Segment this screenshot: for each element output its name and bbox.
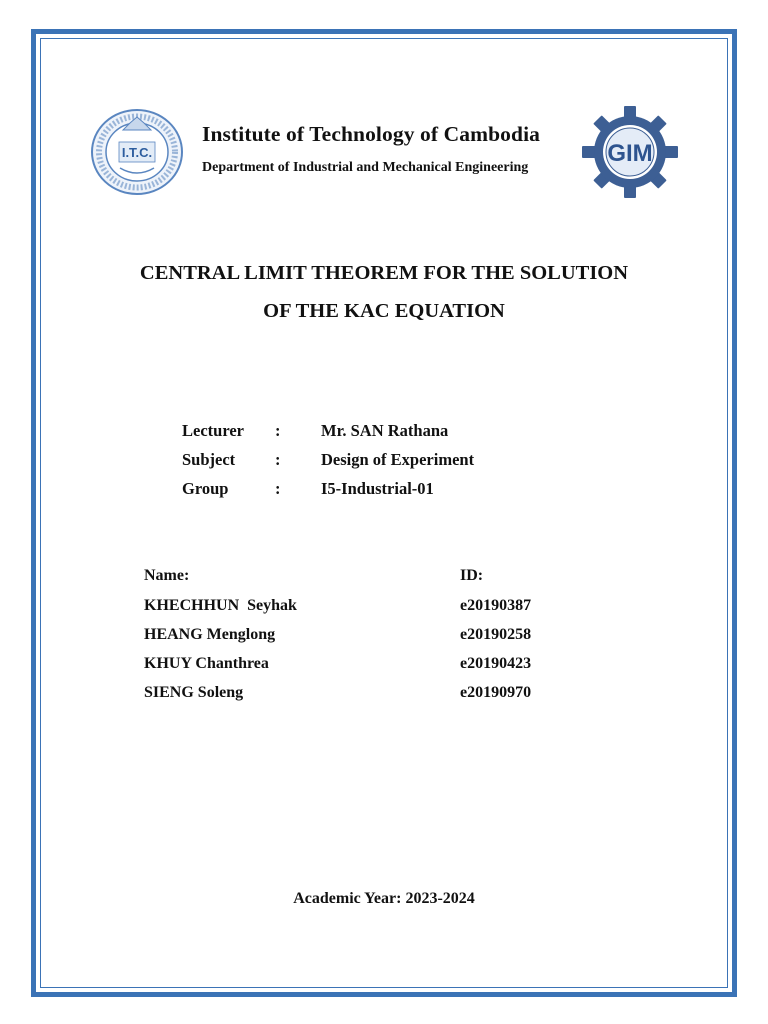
report-title-line-1: CENTRAL LIMIT THEOREM FOR THE SOLUTION <box>139 262 629 284</box>
student-name: KHECHHUN Seyhak <box>144 597 297 614</box>
info-sep-lecturer: : <box>275 421 281 440</box>
student-id: e20190387 <box>460 597 532 614</box>
info-label-subject: Subject <box>182 450 236 469</box>
student-name: HEANG Menglong <box>144 626 276 643</box>
students-id-header: ID: <box>460 567 484 584</box>
info-sep-group: : <box>275 479 281 498</box>
info-label-lecturer: Lecturer <box>182 421 244 440</box>
info-label-group: Group <box>182 479 229 498</box>
info-value-group: I5-Industrial-01 <box>321 479 434 498</box>
institute-name: Institute of Technology of Cambodia <box>202 122 540 146</box>
info-value-lecturer: Mr. SAN Rathana <box>321 421 449 440</box>
student-name: SIENG Soleng <box>144 684 244 701</box>
student-id: e20190258 <box>460 626 532 643</box>
department-name: Department of Industrial and Mechanical Engineering <box>202 160 529 175</box>
gim-gear-icon <box>582 106 678 198</box>
info-value-subject: Design of Experiment <box>321 450 475 469</box>
student-id: e20190423 <box>460 655 532 672</box>
students-name-header: Name: <box>144 567 190 584</box>
student-id: e20190970 <box>460 684 532 701</box>
report-title-line-2: OF THE KAC EQUATION <box>263 300 505 322</box>
info-sep-subject: : <box>275 450 281 469</box>
itc-seal-icon <box>90 108 184 196</box>
academic-year: Academic Year: 2023-2024 <box>293 890 475 907</box>
gim-logo-text: GIM <box>607 140 653 167</box>
student-name: KHUY Chanthrea <box>144 655 269 672</box>
itc-logo-text: I.T.C. <box>121 145 153 160</box>
